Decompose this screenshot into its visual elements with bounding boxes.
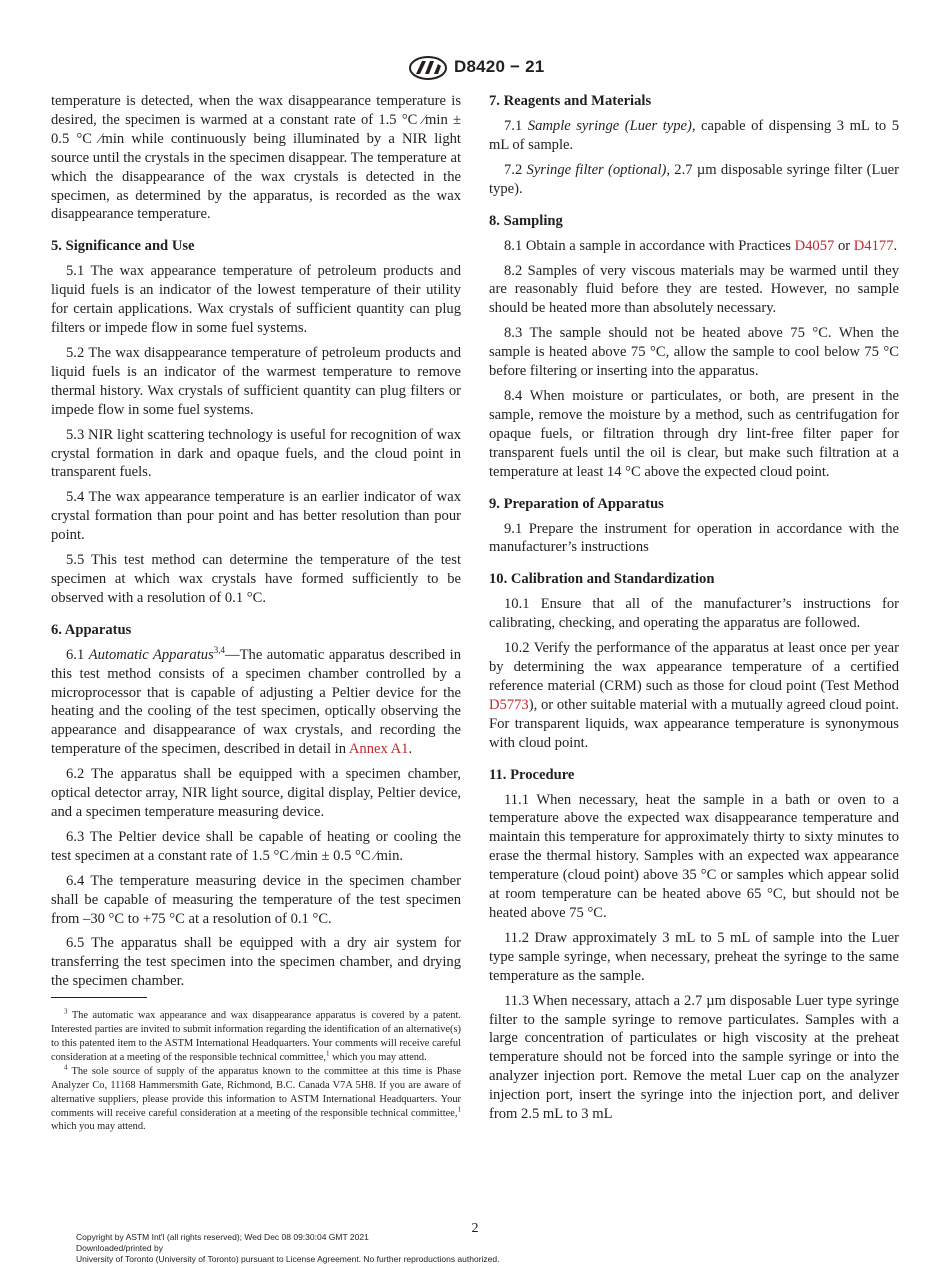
- left-column: [51, 92, 461, 1134]
- section-5-heading: 5. Significance and Use: [51, 238, 195, 255]
- section-7-heading: 7. Reagents and Materials: [489, 93, 652, 109]
- paragraph-6-4: 6.4 The temperature measuring device in the specimen chamber shall be capable of measuring the temperature of the test specimen from –30 °C to +75 °C at a resolution of 0.1 °C.: [51, 872, 461, 927]
- astm-logo-icon: [408, 56, 448, 80]
- section-10-heading: 10. Calibration and Standardization: [489, 571, 715, 588]
- footnote-4: $^4$ The sole source of supply of the apparatus known to the committee at this time is Phase Analyzer Co, 11168 Hammersmith Gate, Richmond, B.C. Canada V7A 5H8. If you are aware of alternative suppliers, please provide this information to ASTM International Headquarters. Your comments will receive careful consideration at a meeting of the responsible technical committee,$^1$ which you may attend.: [51, 1063, 461, 1133]
- license-line: University of Toronto (University of Toronto) pursuant to License Agreement. No further reproductions authorized.: [76, 1254, 500, 1264]
- paragraph-5-5: 5.5 This test method can determine the temperature of the test specimen at which wax crystals have formed sufficiently to be observed with a resolution of 0.1 °C.: [51, 552, 461, 606]
- section-11-heading: 11. Procedure: [489, 766, 575, 783]
- section-9-heading: 9. Preparation of Apparatus: [489, 495, 664, 512]
- paragraph-6-1: 6.1 Automatic Apparatus$^{3,4}$—The automatic apparatus described in this test method consists of a specimen chamber controlled by a microprocessor that is capable of adjusting a Peltier device for the heating and the cooling of the test specimen, optically observing the appearance and disappearance of wax crystals, and recording the temperature of the specimen, described in detail in Annex A1.: [51, 644, 461, 758]
- d4057-link[interactable]: D4057: [794, 237, 835, 254]
- paragraph-5-3: 5.3 NIR light scattering technology is useful for recognition of wax crystal formation in dark and opaque fuels, and the cloud point in transparent fuels.: [51, 426, 461, 481]
- paragraph-8-2: 8.2 Samples of very viscous materials may be warmed until they are reasonably fluid before they are tested. However, no sample should be heated more than absolutely necessary.: [489, 262, 899, 317]
- paragraph-11-2: 11.2 Draw approximately 3 mL to 5 mL of sample into the Luer type sample syringe, when necessary, preheat the syringe to the same temperature as the sample.: [489, 929, 899, 984]
- paragraph-6-2: 6.2 The apparatus shall be equipped with a specimen chamber, optical detector array, NIR light source, digital display, Peltier device, and a specimen temperature measuring device.: [51, 766, 461, 820]
- d4177-link[interactable]: D4177: [853, 237, 894, 254]
- annex-a1-link[interactable]: Annex A1: [348, 741, 409, 758]
- download-line: Downloaded/printed by: [76, 1243, 163, 1253]
- section-6-heading: 6. Apparatus: [51, 621, 132, 638]
- paragraph-intro: temperature is detected, when the wax disappearance temperature is desired, the specimen is warmed at a constant rate of 1.5 °C ⁄min ± 0.5 °C ⁄min while continuously being illuminated by a NIR light source until the crystals in the specimen disappear. The temperature at which the disappearance of the wax crystals is detected in the specimen, as determined by the apparatus, is recorded as the wax disappearance temperature.: [51, 93, 461, 223]
- paragraph-7-2: 7.2 Syringe filter (optional), 2.7 µm disposable syringe filter (Luer type).: [489, 161, 899, 197]
- paragraph-11-1: 11.1 When necessary, heat the sample in a bath or oven to a temperature above the expected wax disappearance temperature and maintain this temperature for approximately thirty to sixty minutes to erase the thermal history. Samples with an expected wax appearance temperature (cloud point) above 35 °C or samples which appear solid at room temperature can be heated above 65 °C, but should not be heated above 75 °C.: [489, 791, 899, 921]
- copyright-notice: [76, 1232, 500, 1265]
- paragraph-6-5: 6.5 The apparatus shall be equipped with a dry air system for transferring the test specimen into the specimen chamber, and drying the specimen chamber.: [51, 935, 461, 990]
- page-header: [0, 56, 950, 82]
- section-8-heading: 8. Sampling: [489, 212, 563, 229]
- paragraph-5-4: 5.4 The wax appearance temperature is an earlier indicator of wax crystal formation than pour point and has better resolution than pour point.: [51, 489, 461, 544]
- paragraph-5-1: 5.1 The wax appearance temperature of petroleum products and liquid fuels is an indicator of the lowest temperature of their utility for certain applications. Wax crystals of sufficient quantity can plug filters or impede flow in some fuel systems.: [51, 263, 461, 337]
- right-column: [489, 92, 899, 1130]
- paragraph-6-3: 6.3 The Peltier device shall be capable of heating or cooling the test specimen at a constant rate of 1.5 °C ⁄min ± 0.5 °C ⁄min.: [51, 828, 461, 864]
- paragraph-10-2: 10.2 Verify the performance of the apparatus at least once per year by determining the wax appearance temperature of a certified reference material (CRM) such as those for cloud point (Test Method D5773), or other suitable material with a mutually agreed cloud point. For transparent liquids, wax appearance temperature is synonymous with cloud point.: [489, 640, 899, 751]
- footnote-divider: [51, 997, 147, 998]
- paragraph-8-1: 8.1 Obtain a sample in accordance with Practices D4057 or D4177.: [504, 237, 898, 254]
- document-designation: D8420 − 21: [454, 57, 545, 76]
- paragraph-8-4: 8.4 When moisture or particulates, or both, are present in the sample, remove the moisture by a method, such as centrifugation for opaque fuels, or filtration through dry lint-free filter paper for transparent fuels until the oil is clear, but make such filtration at a temperature at least 14 °C above the expected cloud point.: [489, 387, 899, 480]
- copyright-line: Copyright by ASTM Int'l (all rights reserved); Wed Dec 08 09:30:04 GMT 2021: [76, 1232, 369, 1242]
- term-automatic-apparatus: Automatic Apparatus: [88, 646, 214, 663]
- paragraph-8-3: 8.3 The sample should not be heated above 75 °C. When the sample is heated above 75 °C, allow the sample to cool below 75 °C before filtering or inserting into the apparatus.: [489, 325, 899, 380]
- footnote-ref-3-4[interactable]: 3,4: [213, 644, 226, 655]
- footnote-3: $^3$ The automatic wax appearance and wax disappearance apparatus is covered by a patent. Interested parties are invited to submit information regarding the identification of an alternative(s) to this patented item to the ASTM International Headquarters. Your comments will receive careful consideration at a meeting of the responsible technical committee,$^1$ which you may attend.: [51, 1007, 461, 1063]
- paragraph-9-1: 9.1 Prepare the instrument for operation in accordance with the manufacturer’s instructions: [489, 520, 899, 556]
- d5773-link[interactable]: D5773: [489, 696, 529, 713]
- page-number: 2: [471, 1221, 479, 1236]
- paragraph-10-1: 10.1 Ensure that all of the manufacturer’s instructions for calibrating, checking, and operating the apparatus are followed.: [489, 596, 899, 632]
- paragraph-11-3: 11.3 When necessary, attach a 2.7 µm disposable Luer type syringe filter to the sample syringe to remove particulates. Samples with a large concentration of particulates or high viscosity at the preheat temperature should not be forced into the sample syringe or into the analyzer injection port. Remove the metal Luer cap on the analyzer injection port, insert the syringe into the injection port, and deliver from 2.5 mL to 3 mL: [489, 992, 899, 1123]
- paragraph-7-1: 7.1 Sample syringe (Luer type), capable of dispensing 3 mL to 5 mL of sample.: [489, 118, 899, 153]
- paragraph-5-2: 5.2 The wax disappearance temperature of petroleum products and liquid fuels is an indicator of the warmest temperature to remove thermal history. Wax crystals of sufficient quantity can plug filters or impede flow in some fuel systems.: [51, 344, 461, 418]
